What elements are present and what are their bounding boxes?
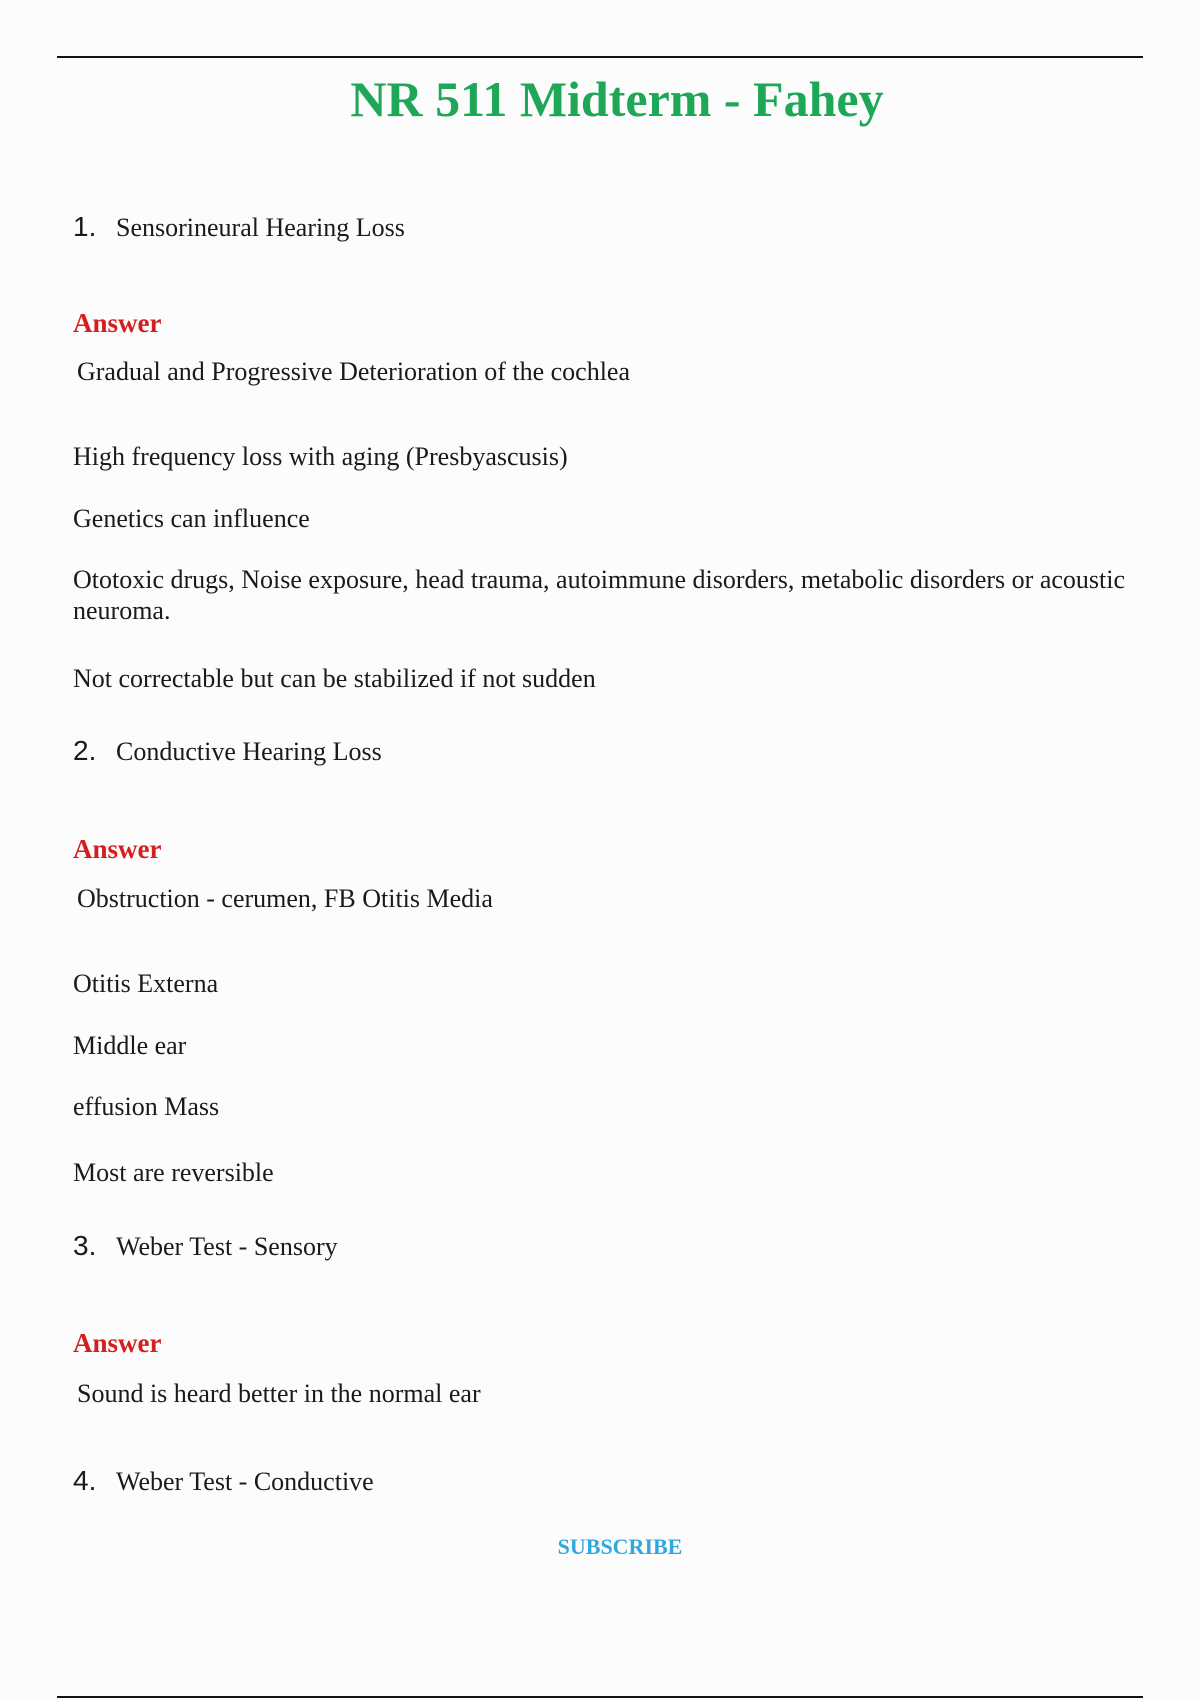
answer-text: effusion Mass: [73, 1092, 220, 1121]
question-number: 1.: [73, 211, 97, 242]
subscribe-link[interactable]: SUBSCRIBE: [557, 1534, 683, 1559]
answer-label: Answer: [73, 308, 162, 338]
answer-text: Gradual and Progressive Deterioration of the cochlea: [77, 357, 631, 386]
question-term: Weber Test - Conductive: [116, 1467, 374, 1496]
bottom-rule: [57, 1696, 1143, 1698]
question-term: Conductive Hearing Loss: [116, 737, 382, 766]
answer-text: High frequency loss with aging (Presbyascusis): [73, 442, 568, 471]
question-2: [73, 735, 382, 767]
answer-text: Most are reversible: [73, 1158, 274, 1187]
question-3: [73, 1230, 338, 1262]
answer-text: Genetics can influence: [73, 504, 310, 533]
question-term: Weber Test - Sensory: [116, 1232, 338, 1261]
answer-text: Middle ear: [73, 1031, 187, 1060]
document-title: NR 511 Midterm - Fahey: [350, 71, 884, 127]
top-rule: [57, 56, 1143, 58]
answer-text: Otitis Externa: [73, 969, 219, 998]
answer-label: Answer: [73, 834, 162, 864]
answer-text: Ototoxic drugs, Noise exposure, head trauma, autoimmune disorders, metabolic disorders or acoustic neuroma.: [73, 565, 1126, 625]
answer-label: Answer: [73, 1328, 162, 1358]
question-number: 3.: [73, 1230, 97, 1261]
question-4: [73, 1465, 374, 1497]
question-term: Sensorineural Hearing Loss: [116, 213, 405, 242]
answer-text: Not correctable but can be stabilized if not sudden: [73, 664, 596, 693]
question-1: [73, 211, 405, 243]
answer-text: Obstruction - cerumen, FB Otitis Media: [77, 884, 493, 913]
question-number: 2.: [73, 735, 97, 766]
answer-text: Sound is heard better in the normal ear: [77, 1379, 481, 1408]
question-number: 4.: [73, 1465, 97, 1496]
